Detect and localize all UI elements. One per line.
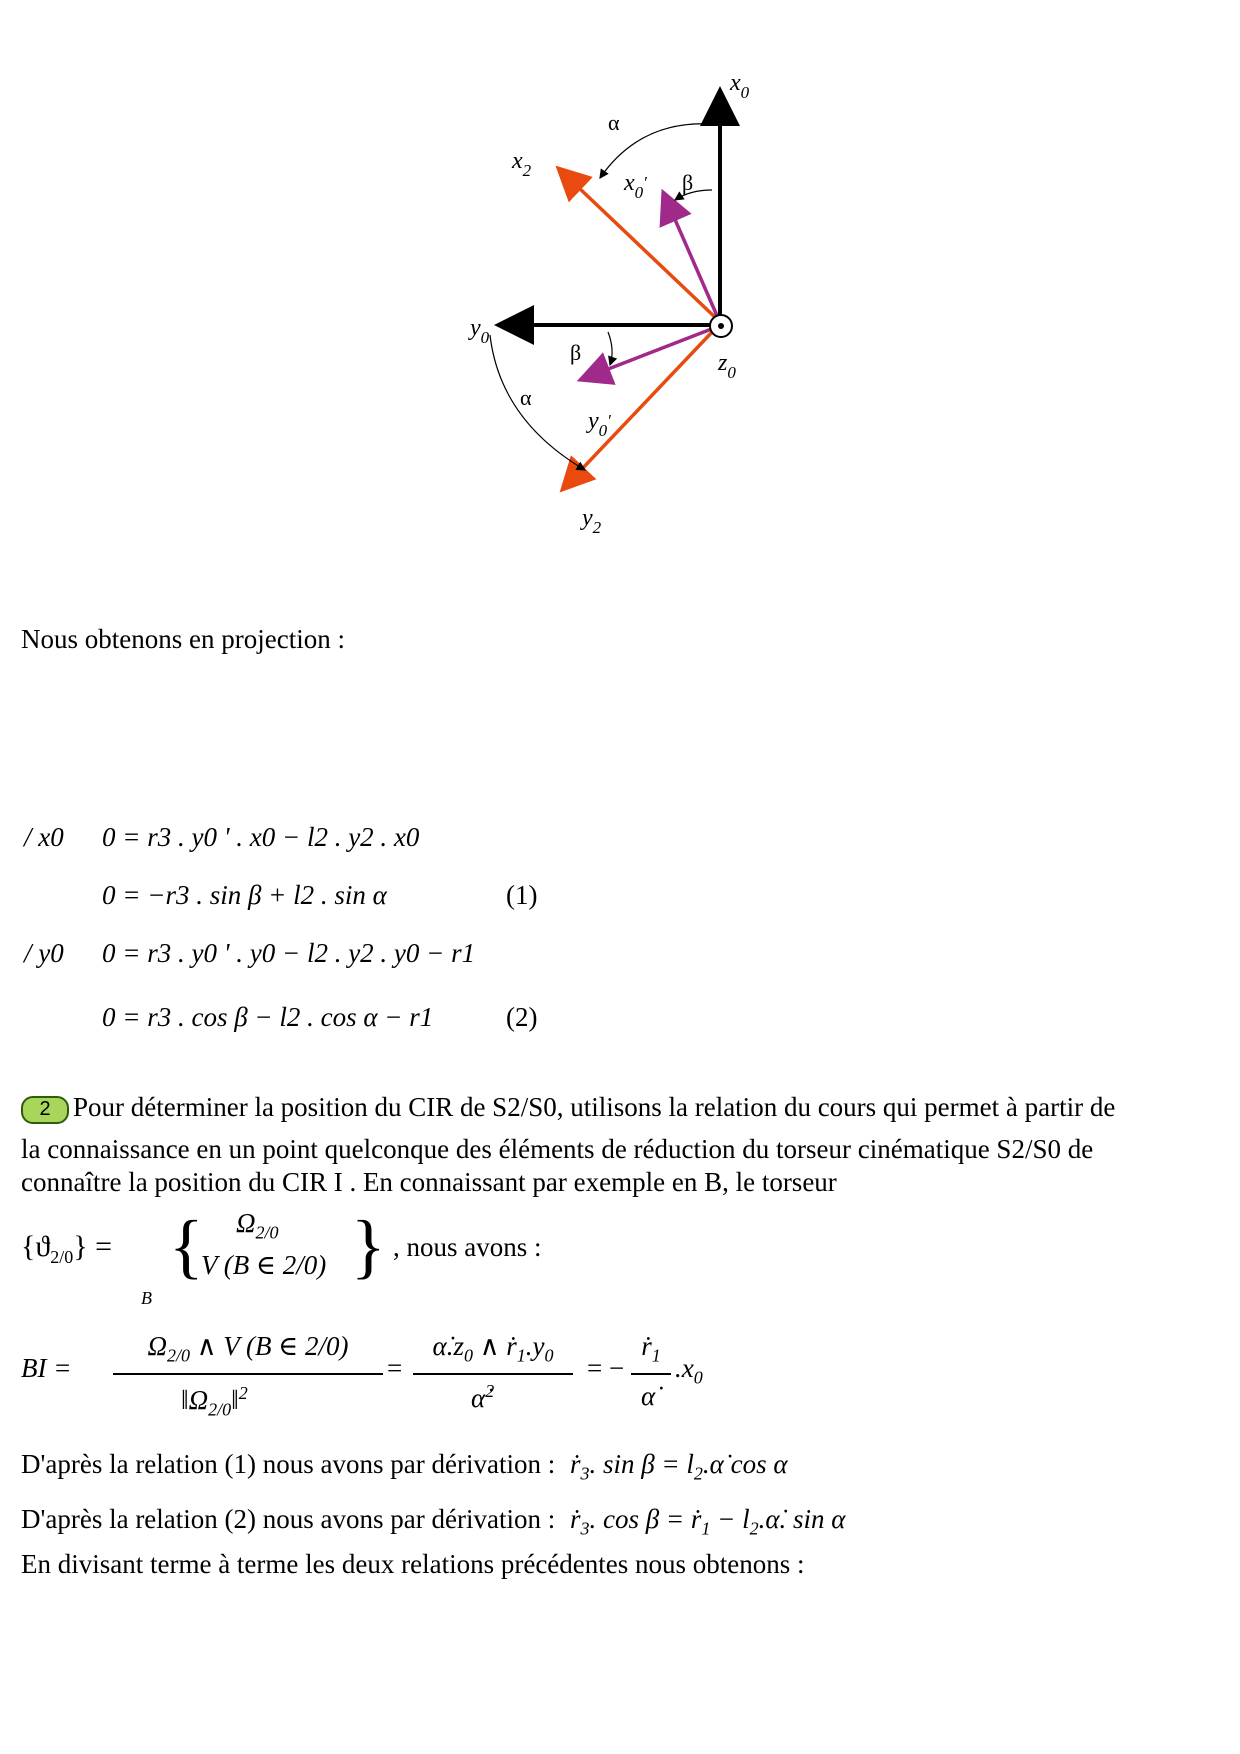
y2-vector bbox=[562, 330, 714, 490]
label-alpha-top: α bbox=[608, 110, 620, 135]
label-y0: $y_0$ bbox=[470, 315, 490, 347]
label-alpha-bottom: α bbox=[520, 385, 532, 410]
label-x2: $x_2$ bbox=[512, 148, 532, 180]
beta-arc-bottom bbox=[608, 332, 612, 365]
derivation-1: D'après la relation (1) nous avons par dérivation : ṙ$_3$. $\sin \beta = l_2.\alphȧ$ cos α bbox=[21, 1449, 788, 1484]
bi-formula: BI = $\Omega_{2/0}$ ∧ V (B ∈ 2/0) $‖\Omega_{2/0}‖^2$ = $\alphȧ.z_0$ ∧ $ṙ_1.y_0$ α̇$^2$ = − ṙ$_1$ α̇ $.x_0$ bbox=[21, 1331, 703, 1420]
conclusion-text: En divisant terme à terme les deux relations précédentes nous obtenons : bbox=[21, 1549, 805, 1579]
label-x0: $x_0$ bbox=[730, 70, 750, 102]
torseur-formula: $\{ϑ_{2/0}\}$ = B { $\Omega_{2/0}$ V (B ∈ 2/0) } , nous avons : bbox=[21, 1206, 542, 1308]
y0-prime-vector bbox=[580, 328, 714, 380]
equation-1b: 0 = −r3 . sin β + l2 . sin α bbox=[102, 880, 387, 910]
torseur-suffix: , nous avons : bbox=[393, 1232, 542, 1262]
beta-arc-top bbox=[675, 190, 712, 200]
kinematic-diagram bbox=[440, 60, 770, 540]
label-beta-top: β bbox=[682, 170, 694, 195]
equation-1-number: (1) bbox=[506, 880, 538, 910]
label-beta-bottom: β bbox=[570, 340, 582, 365]
equation-2-number: (2) bbox=[506, 1002, 538, 1032]
label-y2: $y_2$ bbox=[582, 505, 602, 537]
derivation-2: D'après la relation (2) nous avons par dérivation : ṙ$_3$. cos β = ṙ$_1$ − $l_2.\alphȧ$. sin α bbox=[21, 1504, 846, 1539]
section-2-line-1: 2 Pour déterminer la position du CIR de S2/S0, utilisons la relation du cours qui permet à partir de bbox=[21, 1088, 1115, 1126]
section-2-line-3: connaître la position du CIR I . En connaissant par exemple en B, le torseur bbox=[21, 1167, 837, 1197]
section-2-line-2: la connaissance en un point quelconque des éléments de réduction du torseur cinématique S2/S0 de bbox=[21, 1134, 1094, 1164]
label-x0-prime: $x_0'$ bbox=[624, 170, 647, 202]
equation-1a: 0 = r3 . y0 ' . x0 − l2 . y2 . x0 bbox=[102, 822, 420, 852]
label-y0-prime: $y_0'$ bbox=[588, 408, 611, 440]
step-badge: 2 bbox=[21, 1096, 69, 1124]
projection-y0-label: / y0 bbox=[24, 938, 64, 968]
intro-text: Nous obtenons en projection : bbox=[21, 624, 345, 654]
equation-2a: 0 = r3 . y0 ' . y0 − l2 . y2 . y0 − r1 bbox=[102, 938, 476, 968]
label-z0: $z_0$ bbox=[718, 350, 736, 382]
projection-x0-label: / x0 bbox=[24, 822, 64, 852]
x0-prime-vector bbox=[663, 192, 718, 318]
equation-2b: 0 = r3 . cos β − l2 . cos α − r1 bbox=[102, 1002, 434, 1032]
